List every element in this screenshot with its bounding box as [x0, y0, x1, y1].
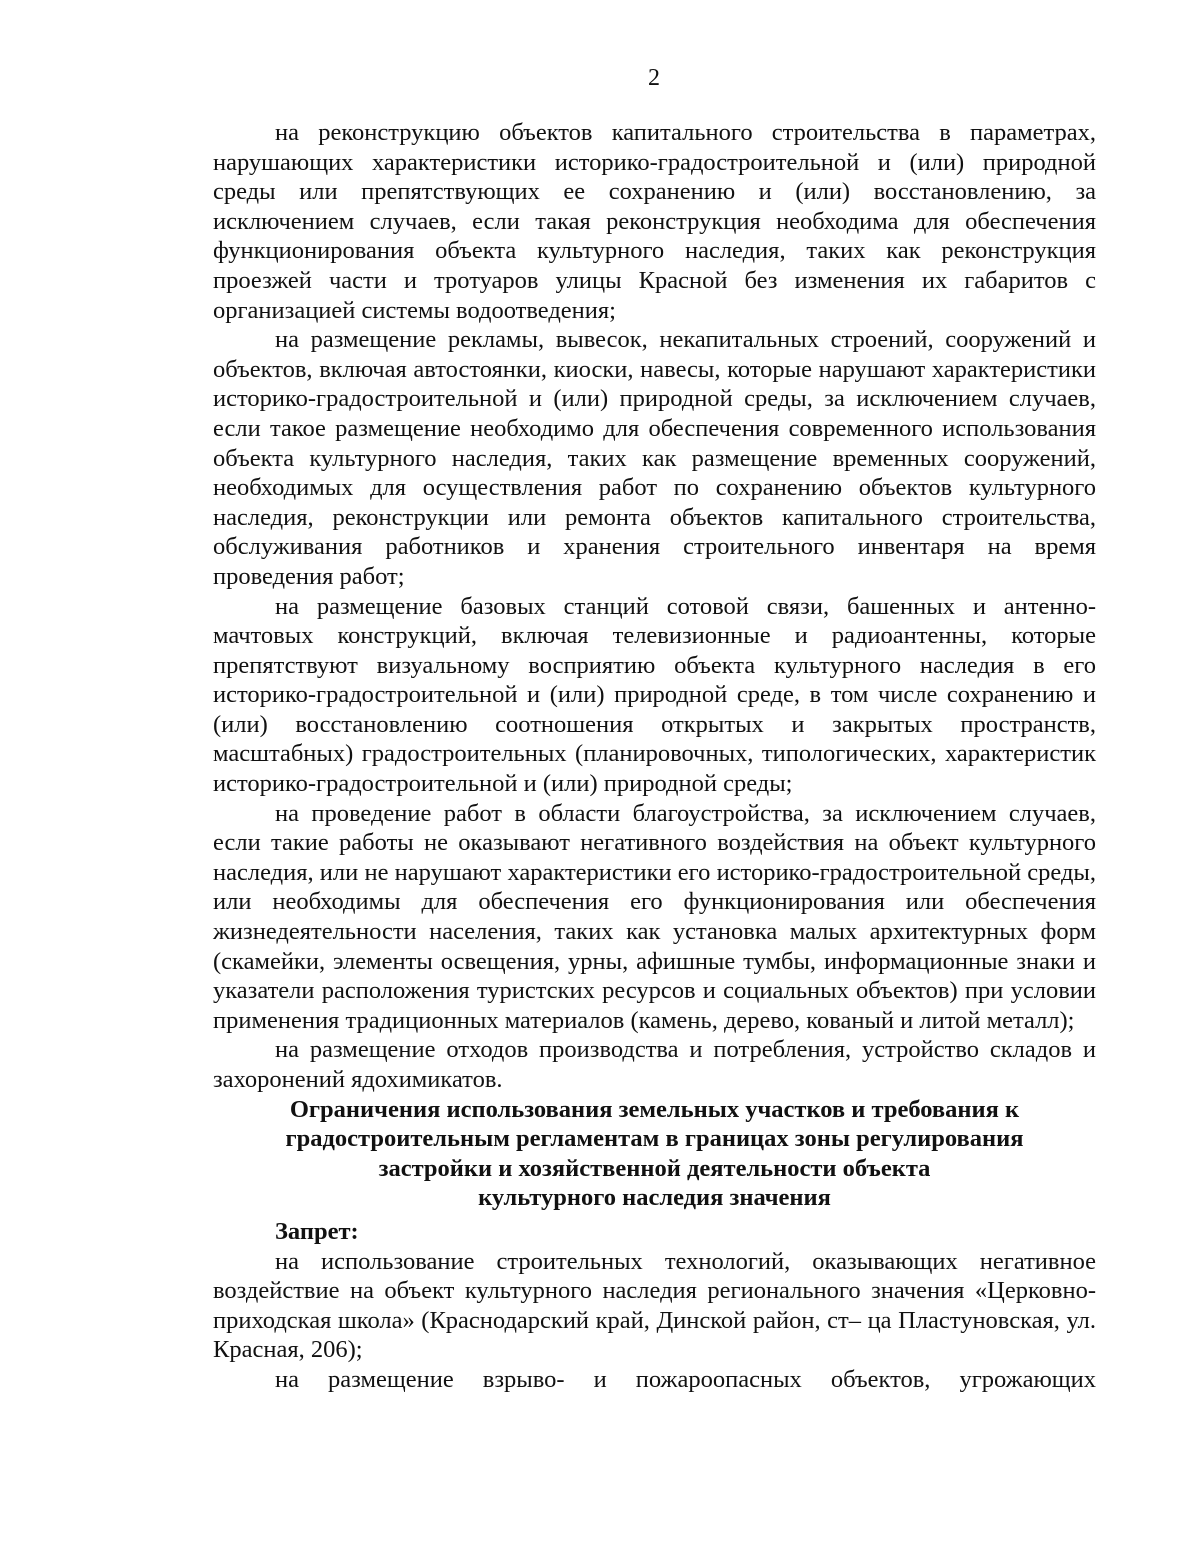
- document-body: [213, 118, 1096, 1395]
- paragraph-explosive-objects: на размещение взрыво- и пожароопасных объектов, угрожающих: [275, 1365, 1096, 1393]
- paragraph-base-stations: на размещение базовых станций сотовой связи, башенных и антенно-мачтовых конструкций, включая телевизионные и радиоантенны, которые препятствуют визуальному восприятию объекта культурного наследия в его историко-градостроительной и (или) природной среде, в том числе сохранению и (или) восстановлению соотношения открытых и закрытых пространств, масштабных) градостроительных (планировочных, типологических, характеристик историко-градостроительной и (или) природной среды;: [213, 592, 1096, 798]
- section-heading: [213, 1095, 1096, 1213]
- paragraph-construction-technologies: на использование строительных технологий, оказывающих негативное воздействие на объект культурного наследия регионального значения «Церковно-приходская школа» (Краснодарский край, Динской район, ст– ца Пластуновская, ул. Красная, 206);: [213, 1247, 1096, 1364]
- page-number: 2: [648, 65, 660, 91]
- paragraph-reconstruction: на реконструкцию объектов капитального строительства в параметрах, нарушающих характеристики историко-градостроительной и (или) природной среды или препятствующих ее сохранению и (или) восстановлению, за исключением случаев, если такая реконструкция необходима для обеспечения функционирования объекта культурного наследия, таких как реконструкция проезжей части и тротуаров улицы Красной без изменения их габаритов с организацией системы водоотведения;: [213, 119, 1096, 324]
- section-heading-line: градостроительным регламентам в границах зоны регулирования: [285, 1125, 1024, 1153]
- paragraph-landscaping: на проведение работ в области благоустройства, за исключением случаев, если такие работы не оказывают негативного воздействия на объект культурного наследия, или не нарушают характеристики его историко-градостроительной среды, или необходимы для обеспечения его функционирования или обеспечения жизнедеятельности населения, таких как установка малых архитектурных форм (скамейки, элементы освещения, урны, афишные тумбы, информационные знаки и указатели расположения туристских ресурсов и социальных объектов) при условии применения традиционных материалов (камень, дерево, кованый и литой металл);: [213, 799, 1096, 1034]
- paragraph-advertising: на размещение рекламы, вывесок, некапитальных строений, сооружений и объектов, включая автостоянки, киоски, навесы, которые нарушают характеристики историко-градостроительной и (или) природной среды, за исключением случаев, если такое размещение необходимо для обеспечения современного использования объекта культурного наследия, таких как размещение временных сооружений, необходимых для осуществления работ по сохранению объектов культурного наследия, реконструкции или ремонта объектов капитального строительства, обслуживания работников и хранения строительного инвентаря на время проведения работ;: [213, 326, 1096, 590]
- section-heading-line: застройки и хозяйственной деятельности объекта: [378, 1154, 931, 1182]
- section-heading-line: культурного наследия значения: [478, 1184, 831, 1212]
- section-heading-line: Ограничения использования земельных участков и требования к: [289, 1095, 1020, 1123]
- paragraph-waste: на размещение отходов производства и потребления, устройство складов и захоронений ядохимикатов.: [213, 1036, 1096, 1093]
- prohibition-label: Запрет:: [275, 1217, 359, 1245]
